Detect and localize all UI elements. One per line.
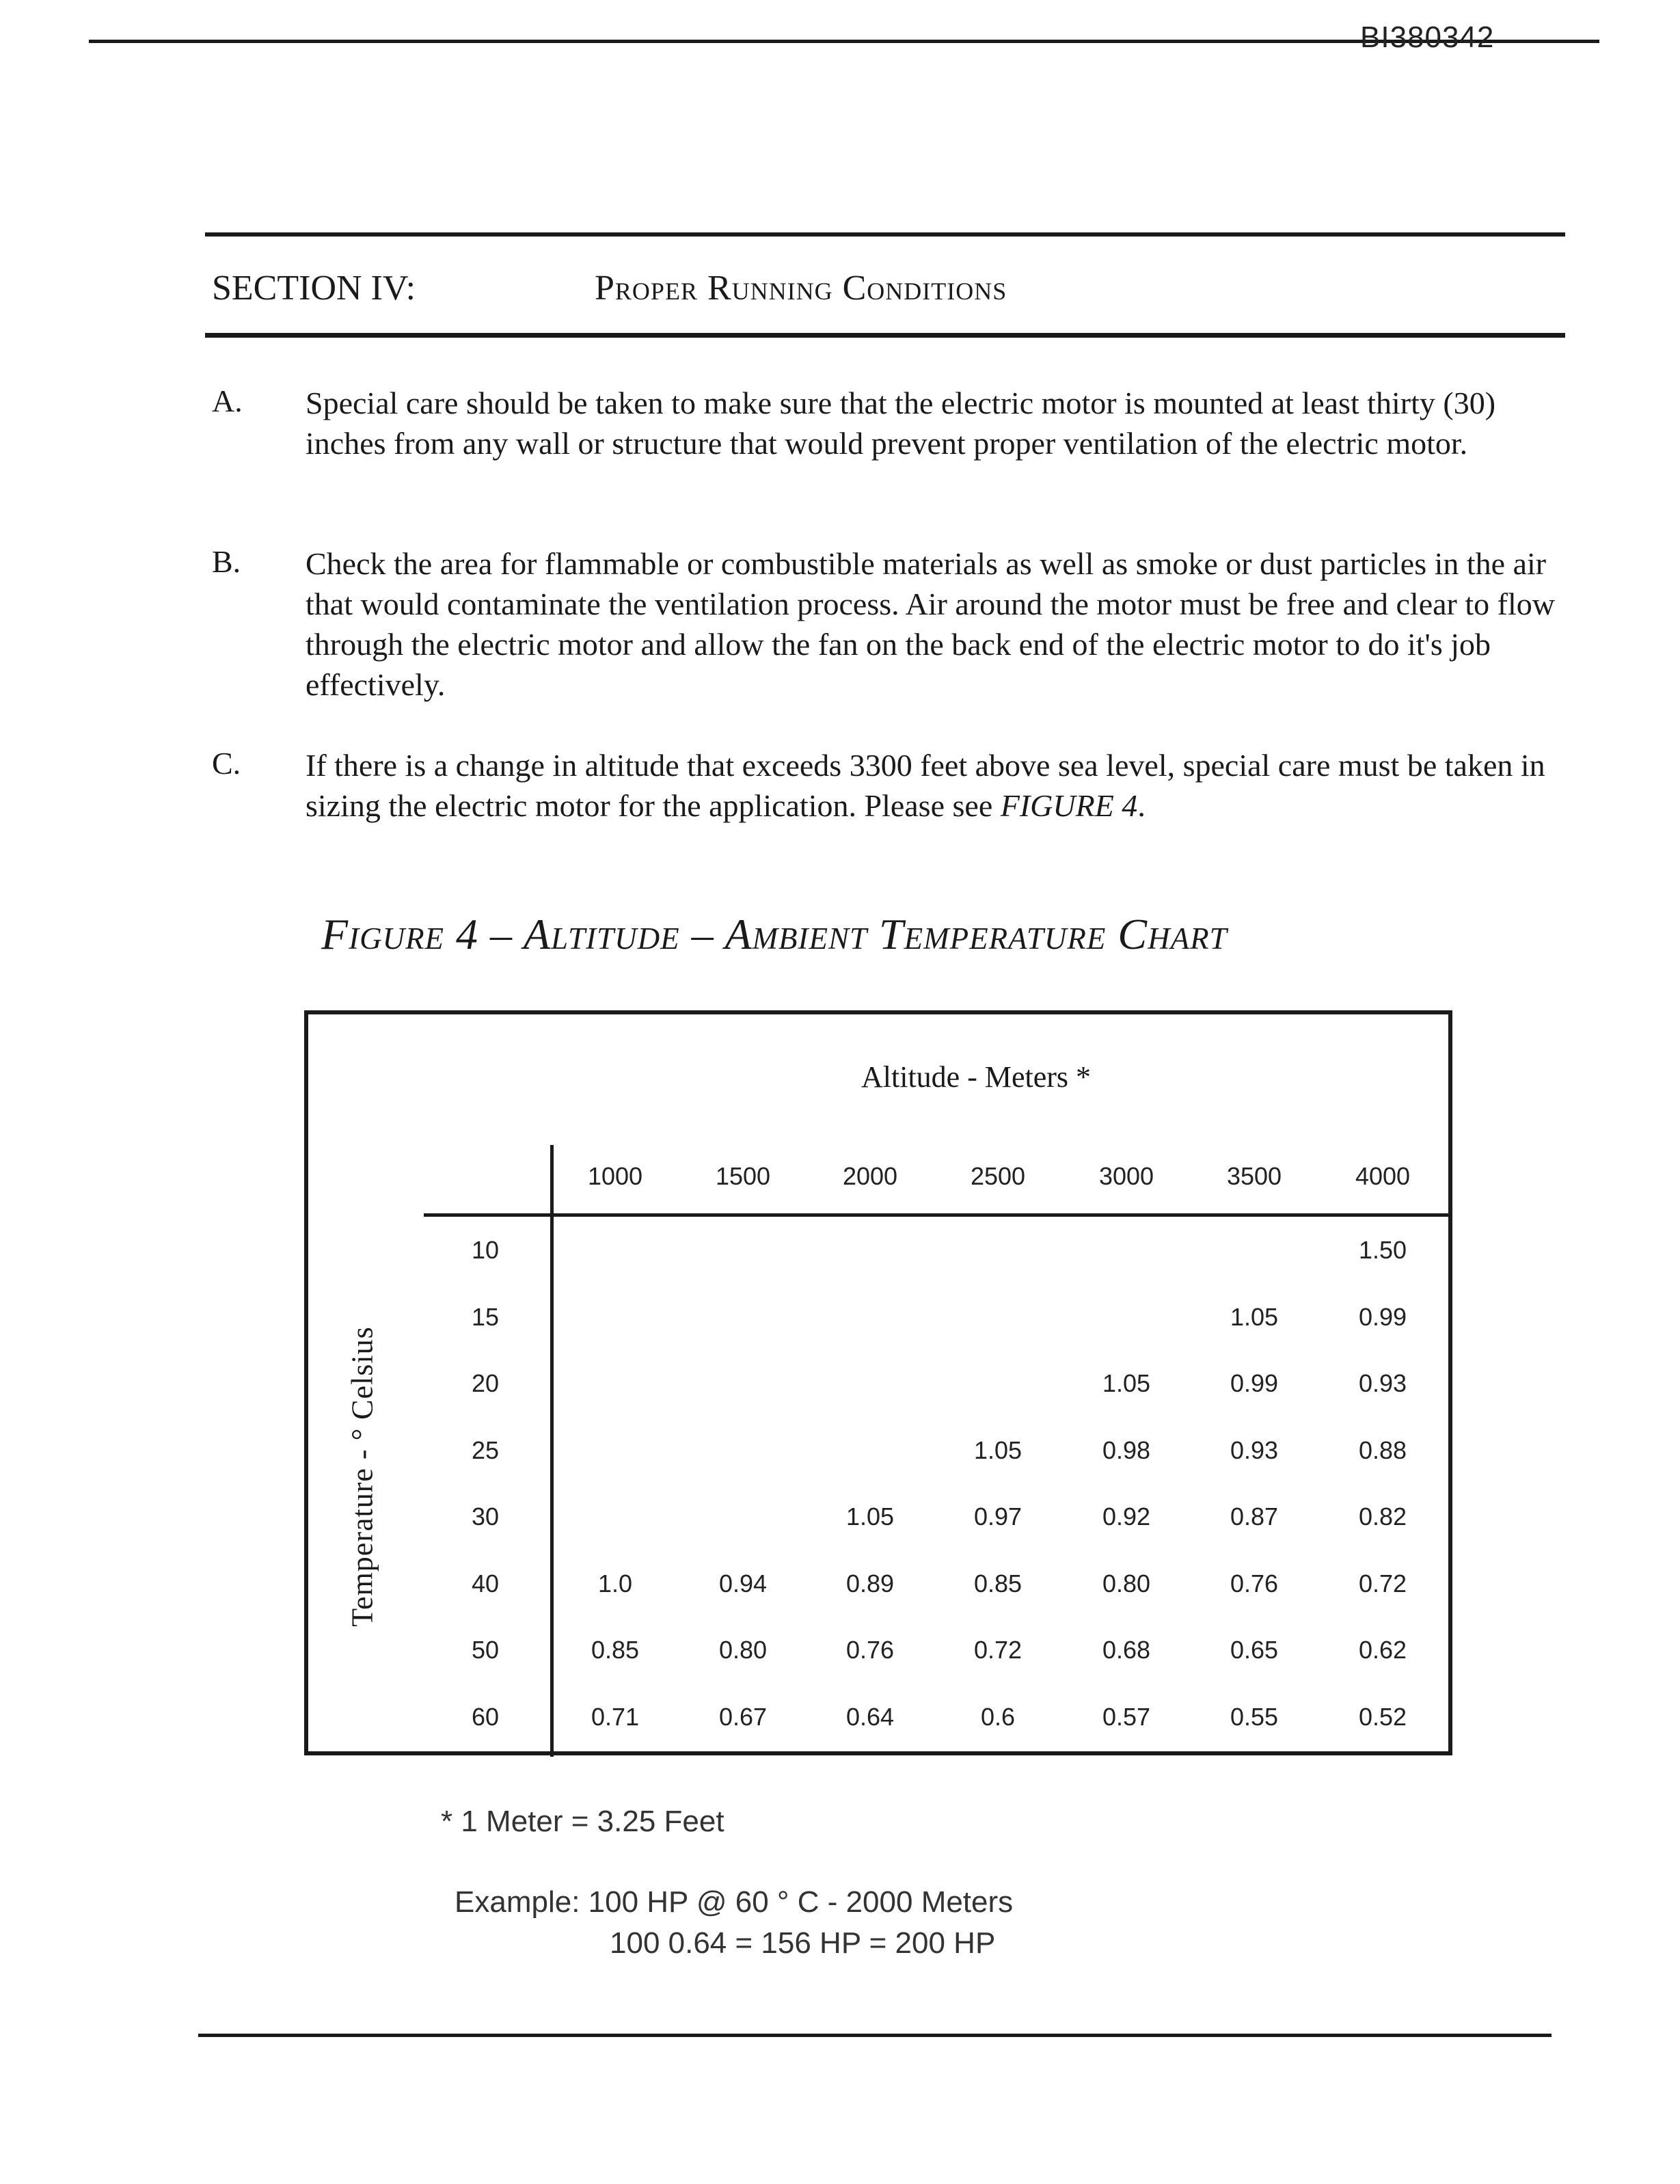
paragraph-b-text: Check the area for flammable or combustible materials as well as smoke or dust particles in the air that would contaminate the ventilation process. Air around the motor must be free and clear to flow through the electric motor and allow the fan on the back end of the electric motor to do it's job effectively. — [306, 546, 1555, 702]
column-header-1500: 1500 — [715, 1162, 771, 1190]
table-cell: 1.05 — [1230, 1302, 1279, 1331]
row-header-50: 50 — [471, 1636, 500, 1664]
table-cell: 0.93 — [1358, 1369, 1407, 1397]
paragraph-b-letter: B. — [212, 544, 241, 579]
table-cell: 1.05 — [973, 1435, 1022, 1464]
table-cell: 0.65 — [1230, 1636, 1279, 1664]
table-header-rule — [424, 1213, 1449, 1217]
table-cell: 0.89 — [845, 1569, 895, 1597]
table-cell: 0.76 — [845, 1636, 895, 1664]
row-header-40: 40 — [471, 1569, 500, 1597]
table-cell: 0.97 — [973, 1502, 1022, 1531]
section-bottom-rule — [205, 333, 1565, 338]
paragraph-c-text — [306, 745, 1563, 826]
table-cell: 0.85 — [973, 1569, 1022, 1597]
table-cell: 0.87 — [1230, 1502, 1279, 1531]
column-header-2000: 2000 — [842, 1162, 898, 1190]
table-cell: 0.52 — [1358, 1702, 1407, 1731]
row-header-60: 60 — [471, 1702, 500, 1731]
table-cell: 0.82 — [1358, 1502, 1407, 1531]
table-cell: 0.72 — [1358, 1569, 1407, 1597]
table-cell: 0.55 — [1230, 1702, 1279, 1731]
column-header-4000: 4000 — [1355, 1162, 1411, 1190]
table-cell: 0.57 — [1102, 1702, 1151, 1731]
table-cell: 1.05 — [1102, 1369, 1151, 1397]
row-header-10: 10 — [471, 1236, 500, 1264]
table-cell: 0.85 — [591, 1636, 640, 1664]
figure-title: Figure 4 – Altitude – Ambient Temperature Chart — [321, 910, 1228, 958]
paragraph-c-end: . — [1137, 788, 1146, 823]
example-line-1: Example: 100 HP @ 60 ° C - 2000 Meters — [455, 1885, 1014, 1919]
row-header-title-wrap — [321, 1278, 403, 1675]
example-line-2: 100 0.64 = 156 HP = 200 HP — [610, 1926, 996, 1960]
table-cell: 0.72 — [973, 1636, 1022, 1664]
column-header-2500: 2500 — [970, 1162, 1026, 1190]
paragraph-a-letter: A. — [212, 383, 243, 418]
table-cell: 0.99 — [1358, 1302, 1407, 1331]
table-cell: 0.62 — [1358, 1636, 1407, 1664]
column-header-3000: 3000 — [1098, 1162, 1154, 1190]
row-header-30: 30 — [471, 1502, 500, 1531]
table-cell: 0.93 — [1230, 1435, 1279, 1464]
section-label: SECTION IV: — [212, 269, 416, 308]
table-cell: 0.98 — [1102, 1435, 1151, 1464]
paragraph-c-body: If there is a change in altitude that exceeds 3300 feet above sea level, special care must be taken in sizing the electric motor for the application. Please see — [306, 748, 1545, 823]
table-cell: 0.64 — [845, 1702, 895, 1731]
footnote: * 1 Meter = 3.25 Feet — [441, 1805, 724, 1838]
table-cell: 0.68 — [1102, 1636, 1151, 1664]
column-header-title: Altitude - Meters * — [861, 1060, 1092, 1094]
row-header-25: 25 — [471, 1435, 500, 1464]
figure-reference: FIGURE 4 — [1000, 788, 1138, 823]
table-cell: 0.67 — [718, 1702, 768, 1731]
column-header-1000: 1000 — [587, 1162, 643, 1190]
paragraph-a-text: Special care should be taken to make sure that the electric motor is mounted at least thirty (30) inches from any wall or structure that would prevent proper ventilation of the electric motor. — [306, 386, 1496, 461]
section-top-rule — [205, 232, 1565, 237]
row-header-15: 15 — [471, 1302, 500, 1331]
table-cell: 0.88 — [1358, 1435, 1407, 1464]
table-cell: 0.76 — [1230, 1569, 1279, 1597]
document-id: BI380342 — [1360, 21, 1495, 54]
table-cell: 0.99 — [1230, 1369, 1279, 1397]
table-cell: 1.05 — [845, 1502, 895, 1531]
table-cell: 0.71 — [591, 1702, 640, 1731]
table-cell: 0.80 — [718, 1636, 768, 1664]
table-cell: 0.94 — [718, 1569, 768, 1597]
column-header-3500: 3500 — [1226, 1162, 1282, 1190]
table-cell: 0.80 — [1102, 1569, 1151, 1597]
row-header-title: Temperature - ° Celsius — [345, 1326, 379, 1627]
table-cell: 1.50 — [1358, 1236, 1407, 1264]
table-cell: 1.0 — [597, 1569, 633, 1597]
section-title: Proper Running Conditions — [595, 269, 1007, 308]
paragraph-c-letter: C. — [212, 746, 241, 781]
table-vertical-rule — [550, 1145, 554, 1757]
table-cell: 0.6 — [980, 1702, 1016, 1731]
row-header-20: 20 — [471, 1369, 500, 1397]
table-cell: 0.92 — [1102, 1502, 1151, 1531]
bottom-rule — [198, 2034, 1552, 2037]
